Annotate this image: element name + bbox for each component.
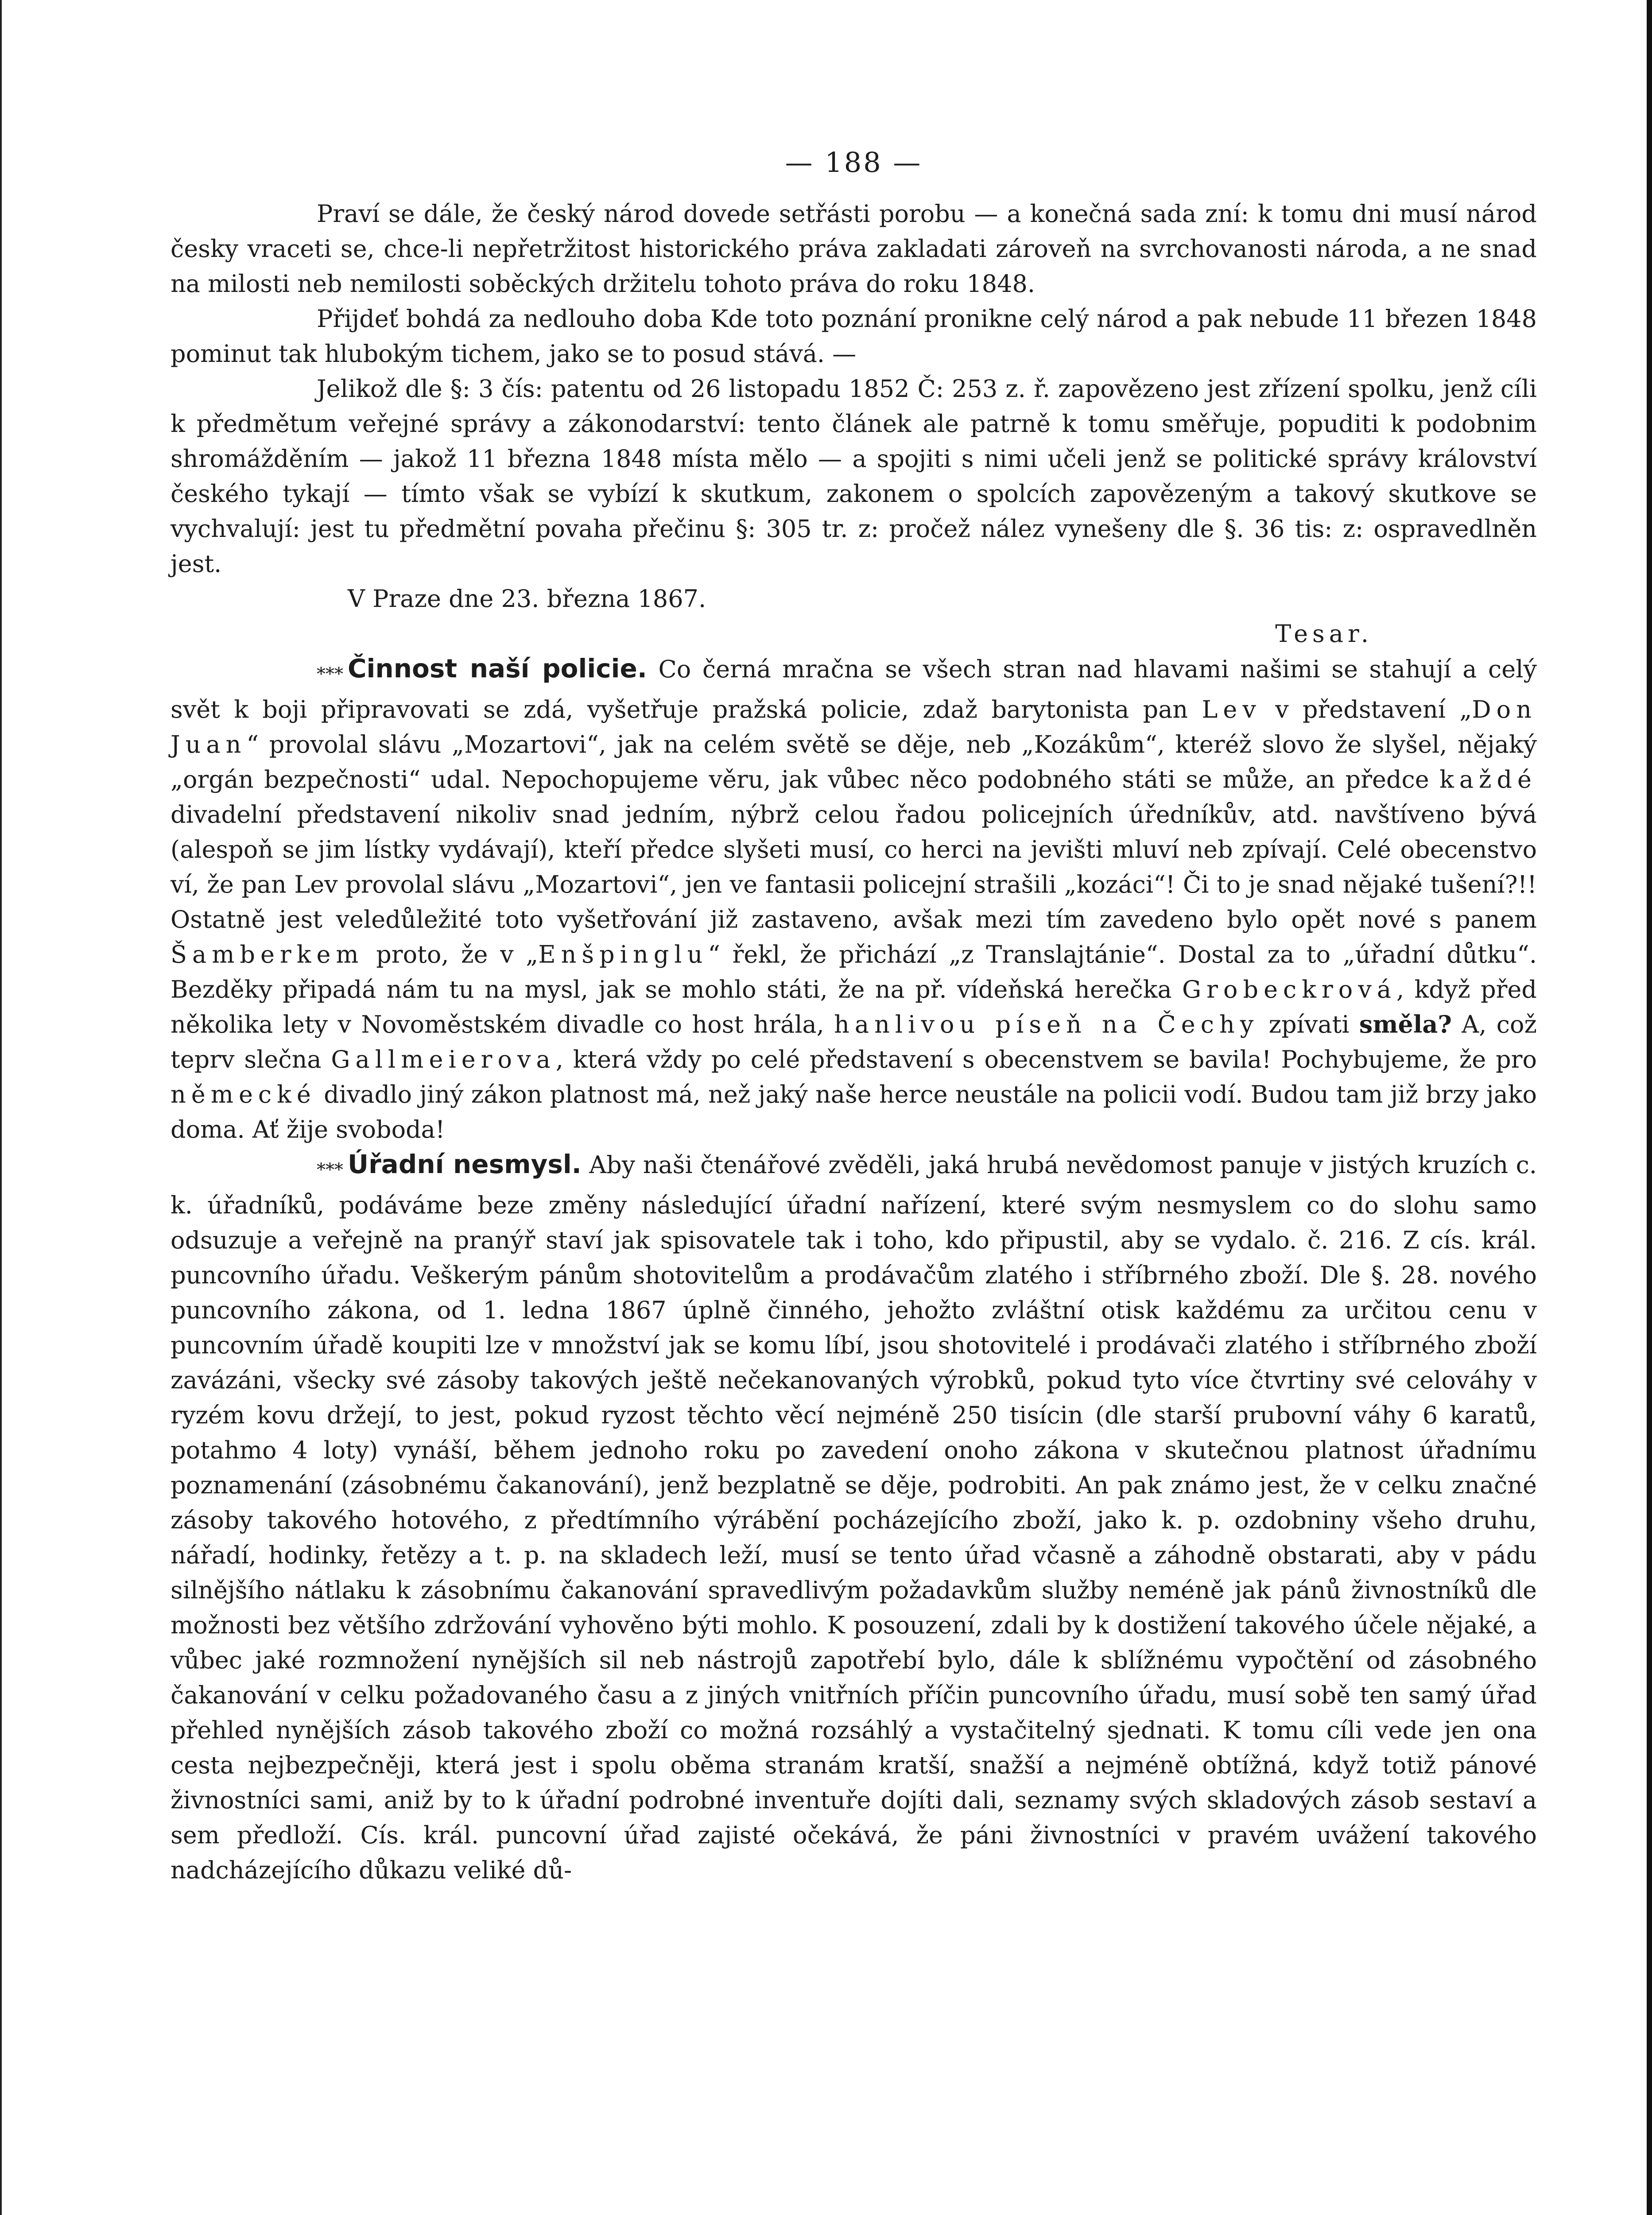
paragraph-1: Praví se dále, že český národ dovede setřásti porobu — a konečná sada zní: k tomu dni musí národ česky vraceti se, chce-li nepřetržitost historického práva zakladati zároveň na svrchovanosti národa, a ne snad na milosti neb nemilosti soběckých držitelu tohoto práva do roku 1848.	[171, 200, 1537, 298]
text-run: divadlo jiný zákon platnost má, než jaký naše herce neustále na policii vodí. Budou tam již brzy jako doma. Ať žije svoboda!	[171, 1080, 1537, 1143]
text-run: zpívati	[1259, 1010, 1359, 1038]
text-run: “ provolal slávu „Mozartovi“, jak na celém světě se děje, neb „Kozákům“, kteréž slovo že slyšel, nějaký „orgán bezpečnosti“ udal. Nepochopujeme věru, jak vůbec něco podobného státi se může, an předce	[171, 731, 1537, 793]
signature: Tesar.	[1275, 620, 1373, 648]
text-run: “ řekl, že přichází „z Translajtánie“. Dostal za to „úřadní důtku“. Bezděky připadá nám tu na mysl, jak se mohlo státi, že na př. vídeňská herečka	[171, 940, 1537, 1003]
section-heading-nesmysl: Úřadní nesmysl.	[347, 1149, 582, 1179]
spaced-name: Šamberkem	[171, 940, 364, 968]
spaced-name: Gallmeierova	[331, 1045, 556, 1073]
text-run: proto, že v „	[364, 940, 539, 968]
section-nesmysl	[171, 1147, 1537, 1888]
text-run: divadelní představení nikoliv snad jedním, nýbrž celou řadou policejních úředníkův, atd. navštíveno bývá (alespoň se jim lístky vydávají), kteří předce slyšeti musí, co herci na jevišti mluví neb zpívají. Celé obecenstvo ví, že pan Lev provolal slávu „Mozartovi“, jen ve fantasii policejní strašili „kozáci“! Či to je snad nějaké tušení?!! Ostatně jest veledůležité toto vyšetřování již zastaveno, avšak mezi tím zavedeno bylo opět nové s panem	[171, 801, 1537, 933]
text-run: Co černá mračna se všech stran nad hlavami našimi se stahují a celý svět k boji připravovati se zdá, vyšetřuje pražská policie, zdaž barytonista pan	[171, 655, 1537, 723]
section-body-nesmysl: Aby naši čtenářové zvěděli, jaká hrubá nevědomost panuje v jistých kruzích c. k. úřadníků, podáváme beze změny následující úřadní nařízení, které svým nesmyslem co do slohu samo odsuzuje a veřejně na pranýř staví jak spisovatele tak i toho, kdo připustil, aby se vydalo. č. 216. Z cís. král. puncovního úřadu. Veškerým pánům shotovitelům a prodávačům zlatého i stříbrného zboží. Dle §. 28. nového puncovního zákona, od 1. ledna 1867 úplně činného, jehožto zvláštní otisk každému za určitou cenu v puncovním úřadě koupiti lze v množství jak se komu líbí, jsou shotovitelé i prodávači zlatého i stříbrného zboží zavázáni, všecky své zásoby takových ještě nečekanovaných výrobků, pokud tyto více čtvrtiny své celováhy v ryzém kovu držejí, to jest, pokud ryzost těchto věcí nejméně 250 tisícin (dle starší prubovní váhy 6 karatů, potahmo 4 loty) vynáší, během jednoho roku po zavedení onoho zákona v skutečnou platnost úřadnímu poznamenání (zásobnému čakanování), jenž bezplatně se děje, podrobiti. An pak známo jest, že v celku značné zásoby takového hotového, z předtímního výrábění pocházejícího zboží, jako k. p. ozdobniny všeho druhu, nářadí, hodinky, řetězy a t. p. na skladech leží, musí se tento úřad včasně a záhodně obstarati, aby v pádu silnějšího nátlaku k zásobnímu čakanování spravedlivým požadavkům služby neméně jak pánů živnostníků dle možnosti bez většího zdržování vyhověno býti mohlo. K posouzení, zdali by k dostižení takového účele nějaké, a vůbec jaké rozmnožení nynějších sil neb nástrojů zapotřebí bylo, dále k sblížnému vypočtění od zásobného čakanování v celku požadovaného času a z jiných vnitřních příčin puncovního úřadu, musí sobě ten samý úřad přehled nynějších zásob takového zboží co možná rozsáhlý a vystačitelný sjednati. K tomu cíli vede jen ona cesta nejbezpečněji, která jest i spolu oběma stranám kratší, snažší a nejméně obtížná, když totiž pánové živnostníci sami, aniž by to k úřadní podrobné inventuře dojíti dali, seznamy svých skladových zásob sestaví a sem předloží. Cís. král. puncovní úřad zajisté očekává, že páni živnostníci v pravém uvážení takového nadcházejícího důkazu veliké dů-	[171, 1151, 1537, 1884]
asterism-icon: * * *	[317, 1160, 341, 1180]
paragraph-3: Jelikož dle §: 3 čís: patentu od 26 listopadu 1852 Č: 253 z. ř. zapovězeno jest zřízení spolku, jenž cíli k předmětum veřejné správy a zákonodarství: tento článek ale patrně k tomu směřuje, popuditi k podobnim shromážděním — jakož 11 března 1848 místa mělo — a spojiti s nimi učeli jenž se politické správy království českého tykají — tímto však se vybízí k skutkum, zakonem o spolcích zapovězeným a takový skutkove se vychvalují: jest tu předmětní povaha přečinu §: 305 tr. z: pročež nález vynešeny dle §. 36 tis: z: ospravedlněn jest.	[171, 375, 1537, 578]
document-page	[171, 146, 1537, 1888]
text-run: v představení „	[1261, 696, 1472, 723]
text-run: A, což teprv slečna	[171, 1010, 1537, 1073]
spaced-word: německé	[171, 1080, 316, 1108]
text-run: , když před několika lety v Novoměstském divadle co host hrála,	[171, 975, 1537, 1038]
section-policie	[171, 651, 1537, 1147]
text-run: , která vždy po celé představení s obecenstvem se bavila! Pochybujeme, že pro	[555, 1045, 1537, 1073]
bold-word: směla?	[1359, 1010, 1452, 1038]
paragraph-2: Přijdeť bohdá za nedlouho doba Kde toto poznání pronikne celý národ a pak nebude 11 březen 1848 pominut tak hlubokým tichem, jako se to posud stává. —	[171, 305, 1537, 368]
spaced-title: Don Juan	[171, 696, 1537, 758]
asterism-icon: * * *	[317, 664, 341, 684]
spaced-name: Grobeckrová	[1182, 975, 1397, 1003]
spaced-phrase: hanlivou píseň na Čechy	[834, 1010, 1259, 1038]
section-heading-policie: Činnost naší policie.	[347, 653, 647, 684]
spaced-word: každé	[1439, 766, 1537, 793]
spaced-name: Lev	[1202, 696, 1261, 723]
spaced-title: Enšpinglu	[538, 940, 708, 968]
page-number: — 188 —	[785, 146, 923, 179]
dateline: V Praze dne 23. března 1867.	[348, 585, 706, 613]
